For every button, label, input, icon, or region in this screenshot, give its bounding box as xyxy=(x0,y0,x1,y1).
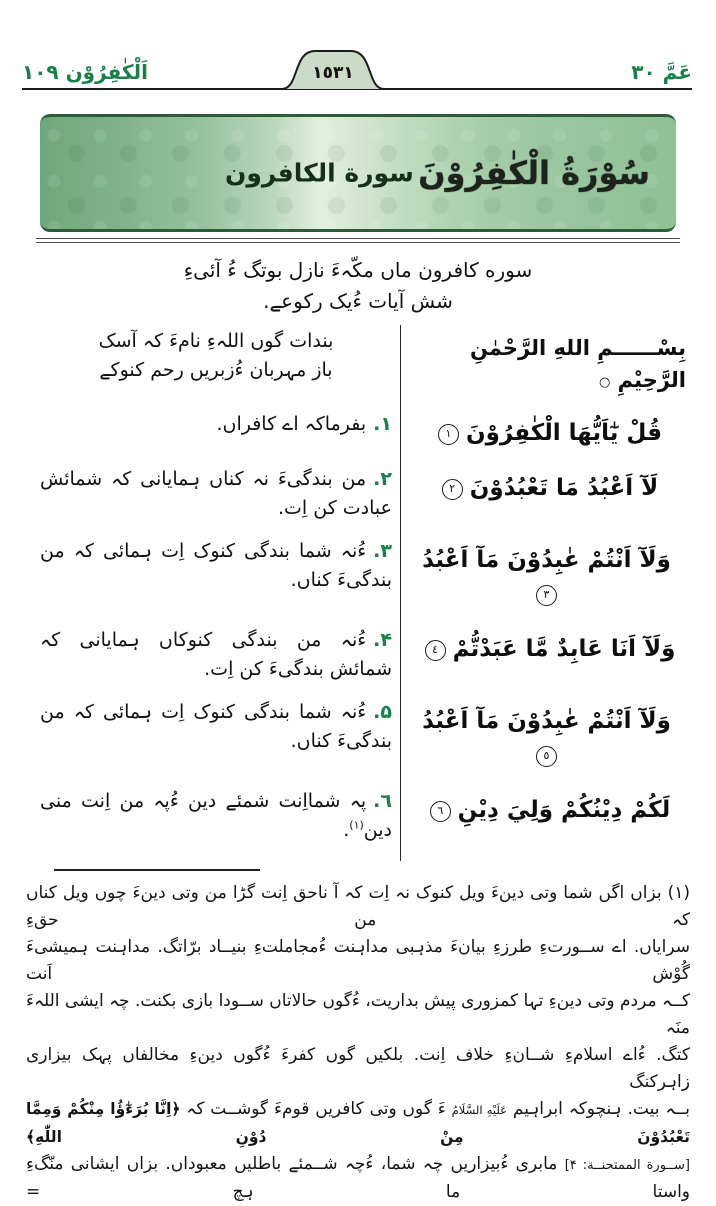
verse-5-number: ۵. xyxy=(373,700,392,723)
verse-3-end-circle: ٣ xyxy=(536,585,557,606)
footnote-line-5 xyxy=(26,1096,690,1151)
translation-verse-3 xyxy=(30,535,400,624)
arabic-verse-2 xyxy=(400,463,690,535)
juz-reference: عَمَّ ٣٠ xyxy=(631,60,692,84)
page-header xyxy=(22,46,692,90)
surah-introduction xyxy=(0,255,716,317)
footnote-reference-mark: (١) xyxy=(349,818,364,832)
banner-double-rule xyxy=(36,238,680,243)
verse-3-translation-text: ءُنہ شما بندگی کنوک اِت ہمائی کہ من بندگیءَ کناں. xyxy=(40,539,392,591)
footnote-line-1: (١) بزاں اگں شما وتی دینءَ ویل کنوک نہ اِت کہ آ ناحق اِنت گڑا من وتی دینءَ چوں ویل کناں کہ من حقءِ xyxy=(26,882,690,930)
verse-6-end-circle: ٦ xyxy=(430,801,451,822)
verses-section xyxy=(30,325,690,861)
verse-3-text: وَلَآ اَنْتُمْ عٰبِدُوْنَ مَآ اَعْبُدُ xyxy=(422,546,671,573)
verse-6-text: لَكُمْ دِيْنُكُمْ وَلِيَ دِيْنِ xyxy=(457,796,671,823)
verse-1-end-circle: ١ xyxy=(438,424,459,445)
verse-1-number: ١. xyxy=(373,413,392,435)
verse-5-end-circle: ٥ xyxy=(536,746,557,767)
surah-title-text: سورة الكافرون xyxy=(225,158,414,188)
verse-1-translation-text: بفرماکہ اے کافراں. xyxy=(216,413,367,435)
translation-verse-5 xyxy=(30,696,400,785)
verse-4-end-circle: ٤ xyxy=(425,640,446,661)
arabic-verse-4 xyxy=(400,624,690,696)
footnote-line-3: کــہ مردم وتی دینءِ تہا کمزوری پیش بداریت، ءُگوں حالاتاں ســودا بازی بکنت. چہ ایشی اللہءَ منَہ xyxy=(26,990,690,1038)
translation-verse-1 xyxy=(30,408,400,463)
verse-4-text: وَلَآ اَنَا عَابِدٌ مَّا عَبَدْتُّمْ xyxy=(452,635,676,662)
verse-2-text: لَآ اَعْبُدُ مَا تَعْبُدُوْنَ xyxy=(469,474,659,501)
arabic-verse-6 xyxy=(400,785,690,861)
footnote-line-5-text2: ءَ گوں وتی کافریں قومءَ گوشــت کہ xyxy=(186,1098,446,1119)
surah-reference: اَلْكٰفِرُوْن ١٠٩ xyxy=(22,60,148,84)
honorific-alayhissalam: عَلَيْهِ السَّلَامُ xyxy=(451,1102,508,1117)
quran-citation-text: ﴿اِنَّا بُرَءٰٓؤُا مِنْكُمْ وَمِمَّا تَعْبُدُوْنَ مِنْ دُوْنِ اللّٰهِ﴾ xyxy=(26,1099,690,1146)
translation-verse-2 xyxy=(30,463,400,535)
verse-5-translation-text: ءُنہ شما بندگی کنوک اِت ہمائی کہ من بندگیءَ کناں. xyxy=(40,700,392,752)
verse-2-translation-text: من بندگیءَ نہ کناں ہمایانی کہ شمائش عبادت کن اِت. xyxy=(40,467,392,519)
verse-2-number: ٢. xyxy=(373,467,392,490)
translation-verse-6 xyxy=(30,785,400,861)
verse-6-translation-end: . xyxy=(343,818,350,841)
footnote-line-6 xyxy=(26,1151,690,1206)
footnotes-section xyxy=(26,869,690,1206)
verse-6-translation-text: پہ شمااِنت شمئے دین ءُپہ من اِنت منی دین xyxy=(40,789,392,841)
footnote-line-5-text1: بــہ بیت. ہنچوکہ ابراہیم xyxy=(512,1098,690,1119)
verse-4-number: ۴. xyxy=(373,628,392,651)
bismillah-translation-line1: بندات گوں اللہءِ نامءَ کہ آسک xyxy=(98,330,334,352)
intro-line-1: سوره کافرون ماں مکّہءَ نازل بوتگ ءُ آئیءِ xyxy=(183,258,533,282)
bismillah-arabic xyxy=(400,325,690,408)
footnote-line-6-text: مابری ءُبیزاریں چہ شما، ءُچہ شــمئے باطلیں معبوداں. بزاں ایشانی منّگءِ واستا ما ہچ xyxy=(26,1153,691,1202)
continuation-mark: = xyxy=(26,1181,41,1202)
page-tab-shape xyxy=(281,48,385,90)
intro-line-2: شش آیات ءُیک رکوعے. xyxy=(263,289,453,313)
surah-title-calligraphy: سُوْرَةُ الْكٰفِرُوْنَ xyxy=(418,154,650,192)
bismillah-end-mark: ○ xyxy=(599,374,611,390)
translation-verse-4 xyxy=(30,624,400,696)
footnote-line-2: سرایاں. اے ســورتءِ طرزءِ بیانءَ مذہبی مداہنت ءُمجاملتءِ بنیــاد برّاتگ. مداہنت ہمیشیءَ گُوْش اَنت xyxy=(26,936,690,984)
verse-1-text: قُلْ يٰٓاَيُّهَا الْكٰفِرُوْنَ xyxy=(465,420,663,446)
bismillah-translation xyxy=(30,325,400,408)
verse-2-end-circle: ٢ xyxy=(442,479,463,500)
bismillah-translation-line2: باز مہربان ءُزبریں رحم کنوکے xyxy=(99,359,333,381)
verse-5-text: وَلَآ اَنْتُمْ عٰبِدُوْنَ مَآ اَعْبُدُ xyxy=(422,707,671,734)
citation-source-reference: [ســورة الممتحنــة: ۴] xyxy=(564,1157,691,1173)
footnote-line-4: کتگ. ءُاے اسلامءِ شــانءِ خلاف اِنت. بلکیں گوں کفرءَ ءُگوں دینءِ مخالفاں پہک بیزاری زاہرکنگ xyxy=(26,1044,690,1092)
page-number-tab xyxy=(281,48,385,90)
verse-3-number: ٣. xyxy=(373,539,392,562)
verse-4-translation-text: ءُنہ من بندگی کنوکاں ہمایانی کہ شمائش بندگیءَ کن اِت. xyxy=(40,628,392,680)
arabic-verse-5 xyxy=(400,696,690,785)
arabic-verse-3 xyxy=(400,535,690,624)
surah-title-banner xyxy=(40,114,676,232)
verse-6-number: ٦. xyxy=(373,789,392,812)
footnote-separator-rule xyxy=(54,869,260,871)
bismillah-text: بِسْــــــمِ اللهِ الرَّحْمٰنِ الرَّحِیْمِ xyxy=(469,336,686,392)
page-number: ١٥٣١ xyxy=(312,63,354,83)
arabic-verse-1 xyxy=(400,408,690,463)
